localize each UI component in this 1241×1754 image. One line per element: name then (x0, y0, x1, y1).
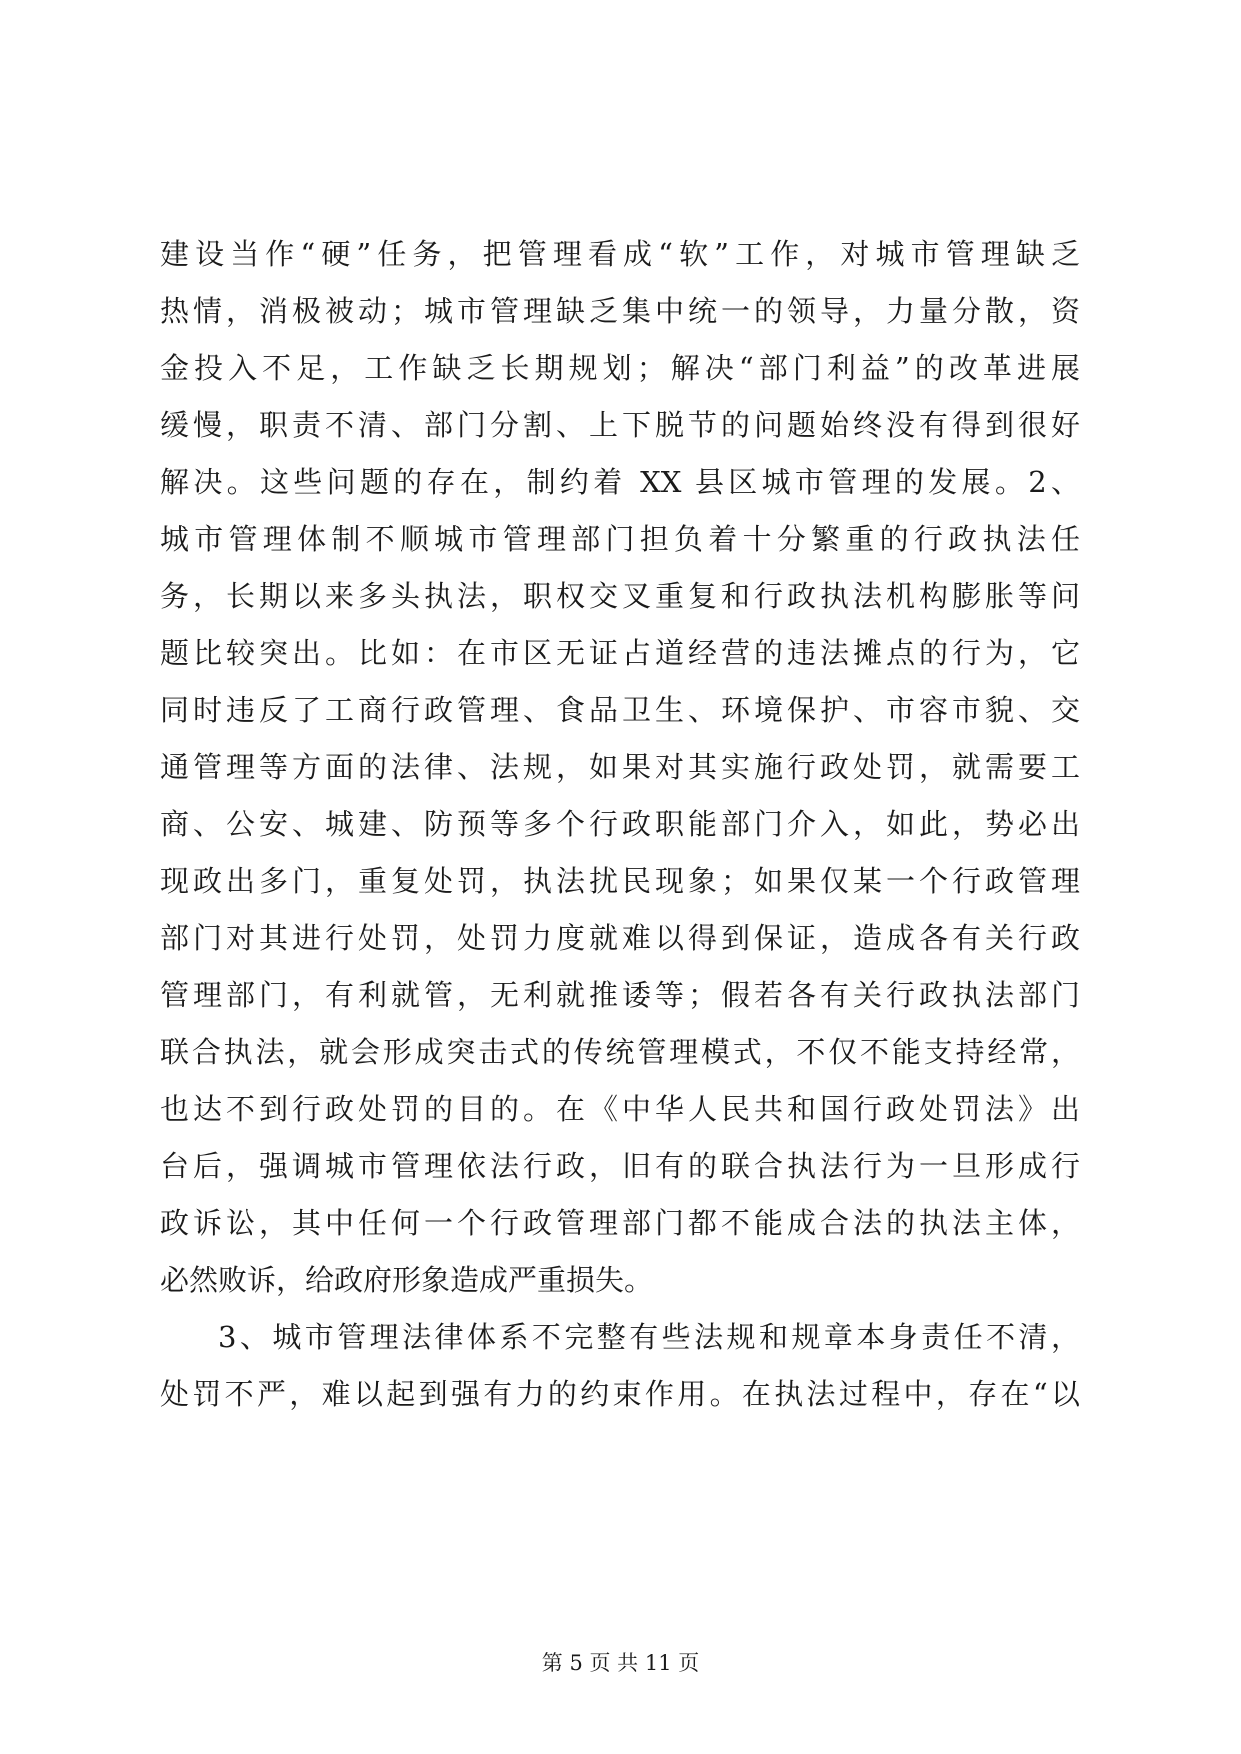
text-line: 缓慢，职责不清、部门分割、上下脱节的问题始终没有得到很好 (160, 408, 1080, 442)
text-line: 务，长期以来多头执法，职权交叉重复和行政执法机构膨胀等问 (160, 579, 1080, 613)
page-footer: 第 5 页 共 11 页 (541, 1651, 700, 1675)
text-line: 城市管理体制不顺城市管理部门担负着十分繁重的行政执法任 (160, 522, 1080, 556)
text-line: 现政出多门，重复处罚，执法扰民现象；如果仅某一个行政管理 (160, 864, 1080, 898)
text-line: 也达不到行政处罚的目的。在《中华人民共和国行政处罚法》出 (160, 1092, 1080, 1126)
body-text (160, 226, 1080, 1423)
text-line: 通管理等方面的法律、法规，如果对其实施行政处罚，就需要工 (160, 750, 1080, 784)
text-line: 题比较突出。比如：在市区无证占道经营的违法摊点的行为，它 (160, 636, 1080, 670)
text-line: 商、公安、城建、防预等多个行政职能部门介入，如此，势必出 (160, 807, 1080, 841)
text-line: 政诉讼，其中任何一个行政管理部门都不能成合法的执法主体， (160, 1206, 1080, 1240)
text-line: 建设当作“硬”任务，把管理看成“软”工作，对城市管理缺乏 (160, 237, 1080, 271)
text-line: 同时违反了工商行政管理、食品卫生、环境保护、市容市貌、交 (160, 693, 1080, 727)
text-line: 台后，强调城市管理依法行政，旧有的联合执法行为一旦形成行 (160, 1149, 1080, 1183)
text-line: 解决。这些问题的存在，制约着 XX 县区城市管理的发展。2、 (160, 465, 1080, 499)
text-line: 必然败诉，给政府形象造成严重损失。 (160, 1263, 654, 1297)
text-line: 处罚不严，难以起到强有力的约束作用。在执法过程中，存在“以 (160, 1377, 1080, 1411)
text-line: 热情，消极被动；城市管理缺乏集中统一的领导，力量分散，资 (160, 294, 1080, 328)
text-line: 金投入不足，工作缺乏长期规划；解决“部门利益”的改革进展 (160, 351, 1080, 385)
text-line-paragraph-start: 3、城市管理法律体系不完整有些法规和规章本身责任不清， (218, 1320, 1080, 1354)
text-line: 联合执法，就会形成突击式的传统管理模式，不仅不能支持经常， (160, 1035, 1080, 1069)
text-line: 管理部门，有利就管，无利就推诿等；假若各有关行政执法部门 (160, 978, 1080, 1012)
text-line: 部门对其进行处罚，处罚力度就难以得到保证，造成各有关行政 (160, 921, 1080, 955)
